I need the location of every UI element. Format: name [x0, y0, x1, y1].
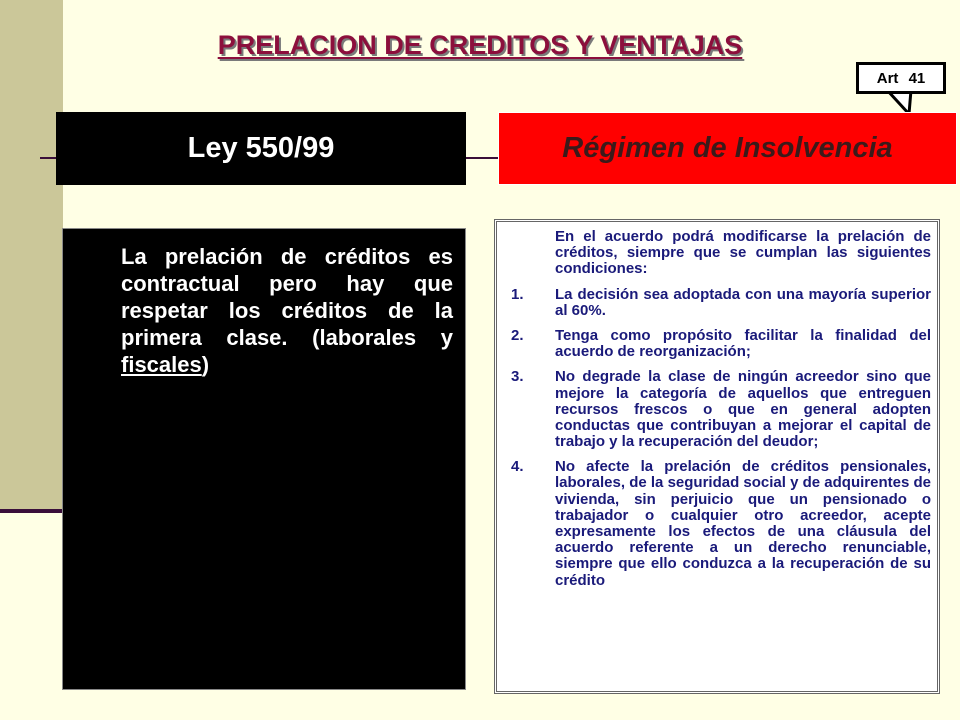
header-connector-middle [466, 157, 498, 159]
conditions-intro: En el acuerdo podrá modificarse la prelación de créditos, siempre que se cumplan las siguientes condiciones: [555, 228, 931, 278]
right-column-header: Régimen de Insolvencia [498, 112, 957, 185]
left-text-part-1: La prelación de créditos es contractual pero hay que respetar los créditos de la primera clase. (laborales y [121, 244, 453, 351]
right-content-body [511, 229, 931, 598]
condition-number: 4. [511, 458, 524, 476]
left-text-part-2: ) [201, 352, 210, 378]
left-band-divider [0, 509, 67, 513]
condition-item [511, 328, 931, 360]
condition-item [511, 369, 931, 450]
condition-text: No afecte la prelación de créditos pensionales, laborales, de la seguridad social y de adquirentes de vivienda, sin perjuicio que un pensionado o trabajador o cualquier otro acreedor, acepte expresamente los efectos de una cláusula del acuerdo referente a un derecho renunciable, siempre que ello conduzca a la recuperación de su crédito [555, 458, 931, 589]
condition-text: La decisión sea adoptada con una mayoría superior al 60%. [555, 285, 931, 319]
slide-title: PRELACION DE CREDITOS Y VENTAJAS [217, 30, 743, 60]
condition-number: 2. [511, 326, 524, 344]
condition-text: Tenga como propósito facilitar la finalidad del acuerdo de reorganización; [555, 326, 931, 361]
left-column-header: Ley 550/99 [56, 112, 466, 185]
condition-item [511, 287, 931, 319]
left-text-underlined: fiscales [121, 352, 202, 378]
right-content-panel [494, 219, 940, 694]
condition-item [511, 459, 931, 589]
left-content-panel [62, 228, 466, 690]
condition-number: 3. [511, 368, 524, 386]
condition-text: No degrade la clase de ningún acreedor sino que mejore la categoría de aquellos que entreguen recursos frescos o que en general adopten conductas que contribuyan a mejorar el capital de trabajo y la recuperación del deudor; [555, 368, 931, 451]
condition-number: 1. [511, 285, 524, 303]
left-content-text [121, 243, 453, 378]
article-badge: Art 41 [856, 62, 946, 94]
left-decorative-band [0, 0, 63, 512]
